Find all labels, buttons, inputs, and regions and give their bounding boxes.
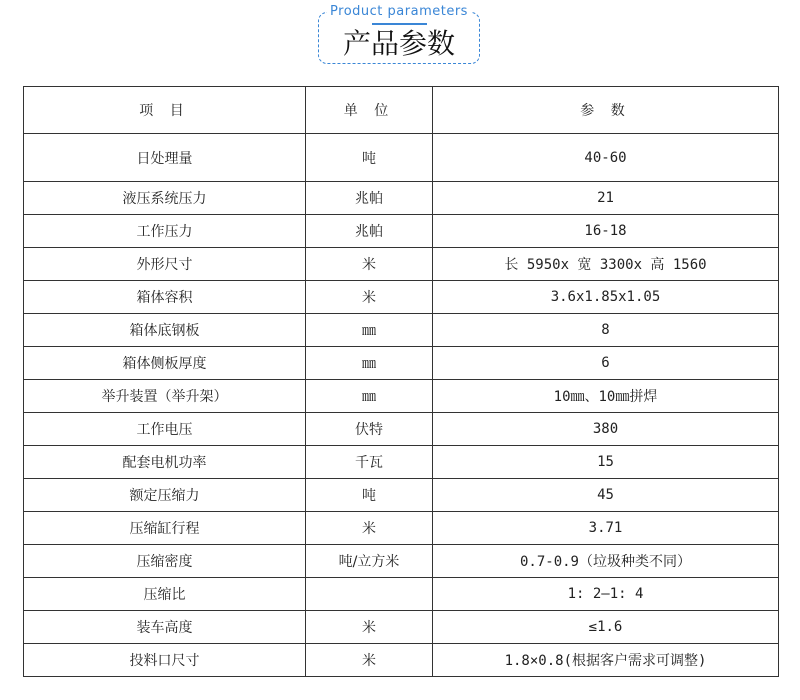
table-row [24, 479, 779, 512]
cell-value: 0.7-0.9（垃圾种类不同） [433, 545, 779, 578]
table-row [24, 380, 779, 413]
header-value: 参 数 [433, 87, 779, 134]
cell-unit: 兆帕 [306, 215, 433, 248]
cell-value: 3.6x1.85x1.05 [433, 281, 779, 314]
cell-item: 投料口尺寸 [24, 644, 306, 677]
cell-value: 长 5950x 宽 3300x 高 1560 [433, 248, 779, 281]
cell-item: 压缩比 [24, 578, 306, 611]
title-english: Product parameters [327, 2, 471, 22]
cell-unit: 米 [306, 281, 433, 314]
header-unit: 单 位 [306, 87, 433, 134]
table-row [24, 248, 779, 281]
cell-item: 箱体容积 [24, 281, 306, 314]
cell-value: 8 [433, 314, 779, 347]
table-row [24, 611, 779, 644]
table-row [24, 446, 779, 479]
cell-unit: 千瓦 [306, 446, 433, 479]
cell-unit: 米 [306, 248, 433, 281]
table-header-row [24, 87, 779, 134]
cell-item: 日处理量 [24, 134, 306, 182]
cell-value: ≤1.6 [433, 611, 779, 644]
table-row [24, 512, 779, 545]
cell-item: 外形尺寸 [24, 248, 306, 281]
cell-item: 箱体底钢板 [24, 314, 306, 347]
cell-item: 举升装置（举升架） [24, 380, 306, 413]
cell-value: 1: 2—1: 4 [433, 578, 779, 611]
cell-value: 45 [433, 479, 779, 512]
header-item: 项 目 [24, 87, 306, 134]
parameter-table [23, 86, 779, 677]
cell-value: 380 [433, 413, 779, 446]
table-row [24, 644, 779, 677]
cell-unit: ㎜ [306, 380, 433, 413]
table-row [24, 281, 779, 314]
cell-value: 21 [433, 182, 779, 215]
cell-unit [306, 578, 433, 611]
cell-item: 箱体侧板厚度 [24, 347, 306, 380]
cell-value: 40-60 [433, 134, 779, 182]
page-title: 产品参数 [342, 27, 455, 60]
table-row [24, 215, 779, 248]
cell-unit: ㎜ [306, 314, 433, 347]
cell-item: 额定压缩力 [24, 479, 306, 512]
cell-value: 15 [433, 446, 779, 479]
cell-value: 1.8×0.8(根据客户需求可调整) [433, 644, 779, 677]
table-row [24, 182, 779, 215]
cell-item: 配套电机功率 [24, 446, 306, 479]
cell-unit: 兆帕 [306, 182, 433, 215]
cell-unit: 伏特 [306, 413, 433, 446]
table-row [24, 545, 779, 578]
cell-unit: 吨 [306, 134, 433, 182]
cell-item: 液压系统压力 [24, 182, 306, 215]
cell-unit: 米 [306, 644, 433, 677]
cell-unit: 吨/立方米 [306, 545, 433, 578]
cell-item: 装车高度 [24, 611, 306, 644]
cell-item: 压缩密度 [24, 545, 306, 578]
table-row [24, 413, 779, 446]
cell-item: 工作电压 [24, 413, 306, 446]
table-row [24, 578, 779, 611]
cell-unit: ㎜ [306, 347, 433, 380]
cell-item: 工作压力 [24, 215, 306, 248]
cell-item: 压缩缸行程 [24, 512, 306, 545]
cell-unit: 米 [306, 611, 433, 644]
cell-unit: 吨 [306, 479, 433, 512]
cell-value: 16-18 [433, 215, 779, 248]
cell-value: 6 [433, 347, 779, 380]
cell-unit: 米 [306, 512, 433, 545]
table-row [24, 134, 779, 182]
table-row [24, 314, 779, 347]
cell-value: 10㎜、10㎜拼焊 [433, 380, 779, 413]
table-row [24, 347, 779, 380]
cell-value: 3.71 [433, 512, 779, 545]
